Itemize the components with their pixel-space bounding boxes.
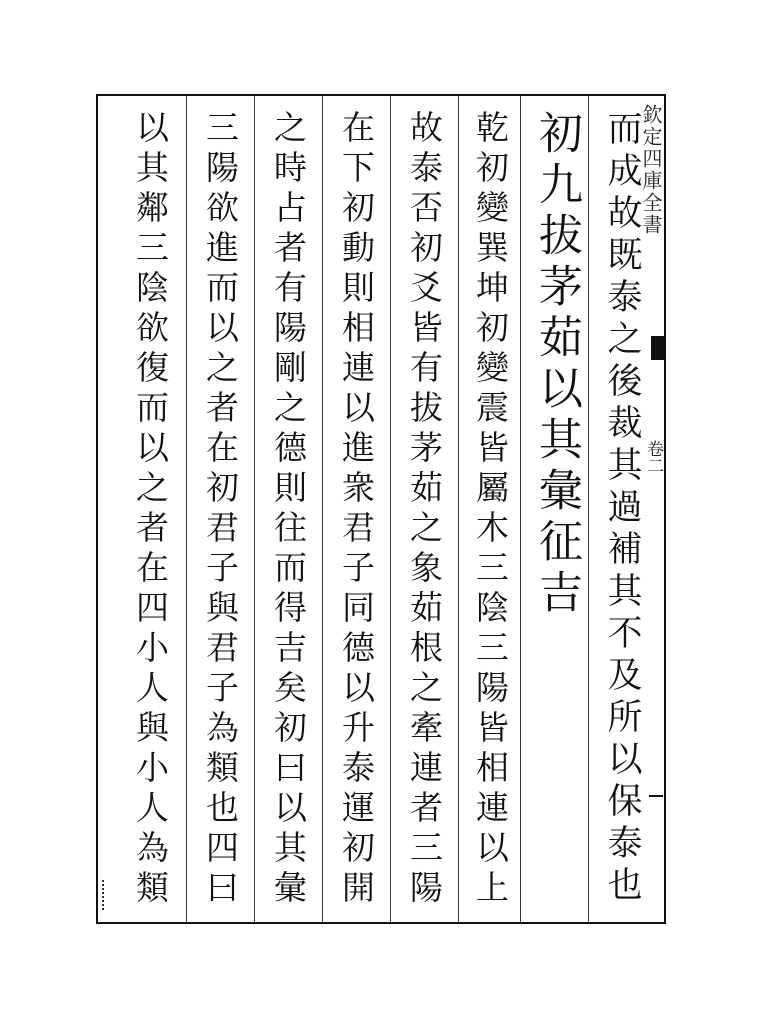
text-column-6: 之時占者有陽剛之德則往而得吉矣初曰以其彙 — [269, 110, 308, 910]
text-column-4: 故泰否初爻皆有拔茅茹之象茹根之牽連者三陽 — [405, 110, 444, 910]
column-rule — [588, 96, 589, 922]
column-rule — [322, 96, 323, 922]
binding-dots — [102, 880, 108, 910]
text-column-7: 三陽欲進而以之者在初君子與君子為類也四曰 — [201, 110, 240, 910]
text-column-8: 以其鄰三陰欲復而以之者在四小人與小人為類 — [131, 110, 170, 910]
margin-volume-label: 卷二 — [643, 440, 663, 474]
margin-fishtail-mark — [651, 336, 665, 360]
margin-book-title: 欽定四庫全書 — [639, 104, 663, 236]
column-rule — [186, 96, 187, 922]
column-rule — [390, 96, 391, 922]
text-column-3: 乾初變巽坤初變震皆屬木三陰三陽皆相連以上 — [471, 110, 510, 910]
text-column-2: 初九拔茅茹以其彙征吉 — [531, 110, 582, 620]
column-rule — [458, 96, 459, 922]
column-rule — [254, 96, 255, 922]
text-column-1: 而成故既泰之後裁其過補其不及所以保泰也 — [602, 110, 642, 908]
column-rule — [520, 96, 521, 922]
text-column-5: 在下初動則相連以進衆君子同德以升泰運初開 — [337, 110, 376, 910]
